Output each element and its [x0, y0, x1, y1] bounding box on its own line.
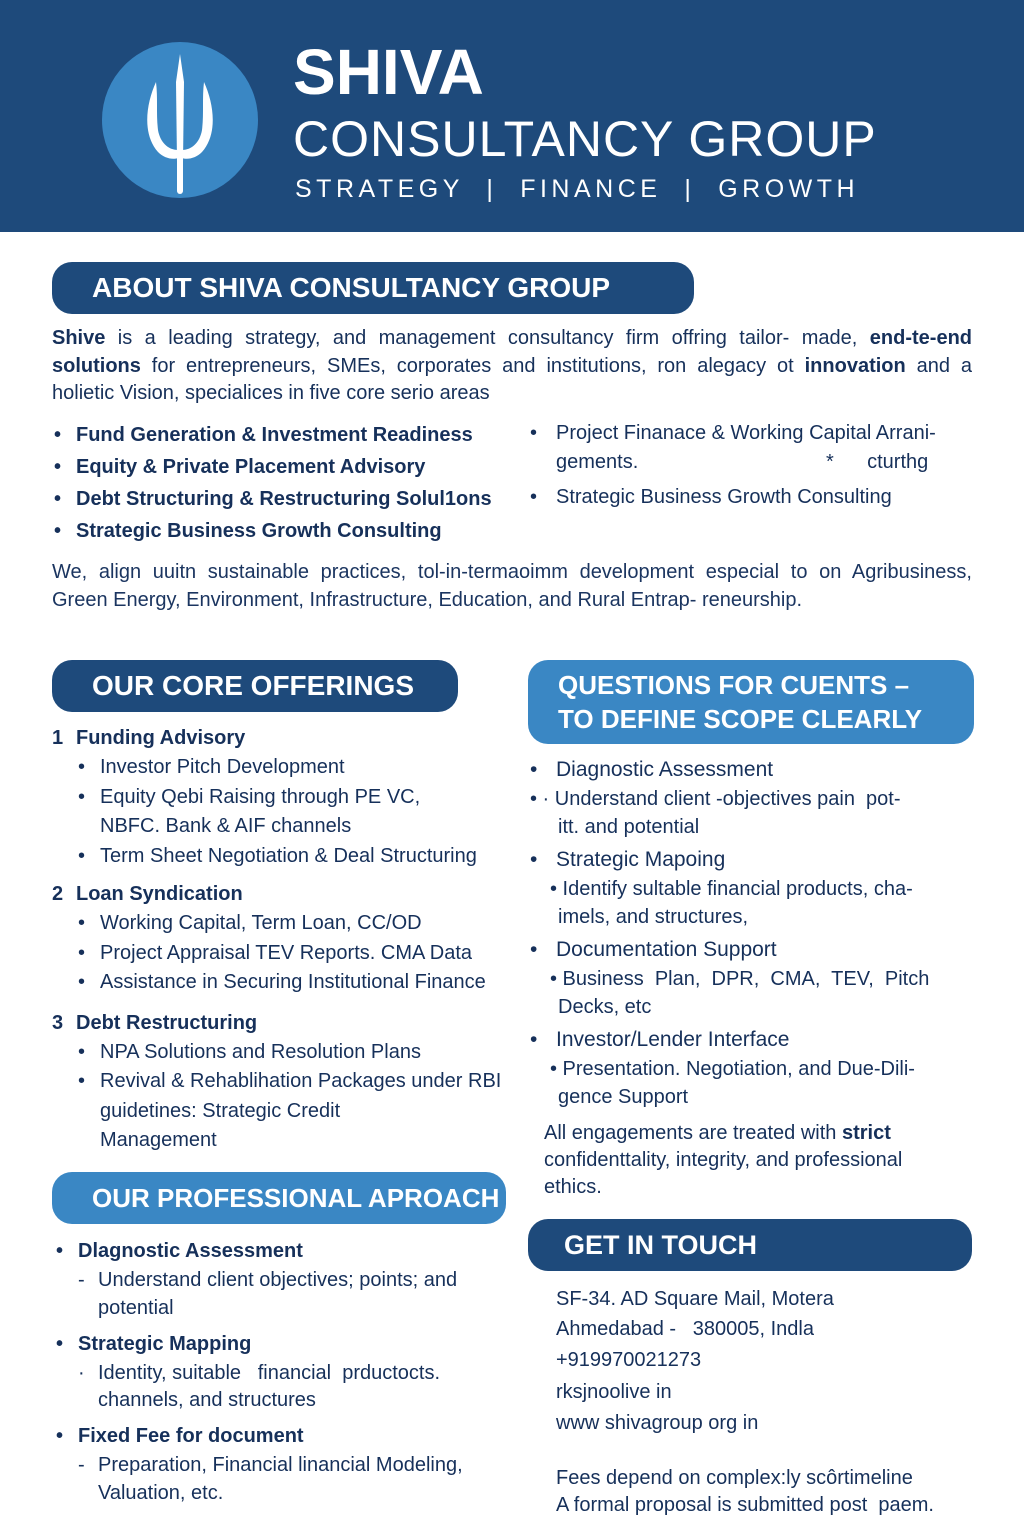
contact-heading [528, 1219, 972, 1271]
about-heading-text: ABOUT SHIVA CONSULTANCY GROUP [92, 272, 611, 303]
trishul-icon [102, 42, 258, 198]
service-item [528, 419, 968, 477]
address-line: Ahmedabad - 380005, Indla [556, 1317, 814, 1340]
question-desc [528, 1055, 974, 1083]
logo [102, 42, 258, 198]
services-list-left [52, 419, 522, 547]
service-item: • Strategic Business Growth Consulting [528, 483, 968, 512]
header-banner [0, 0, 1024, 232]
questions-list [528, 755, 974, 1111]
core-offerings-heading [52, 660, 458, 712]
offering-item: • Revival & Rehablihation Packages under RBI [78, 1070, 502, 1092]
service-item: • Strategic Business Growth Consulting [52, 515, 522, 547]
service-item-fragment: * cturthg [826, 451, 929, 473]
question-desc-text: Decks, etc [558, 996, 652, 1018]
intro-bold: end-te-end solutions [52, 327, 972, 377]
contact-details [556, 1285, 976, 1519]
offering-item-text: Revival & Rehablihation Packages under RBI [100, 1070, 502, 1092]
questions-heading-line2: TO DEFINE SCOPE CLEARLY [558, 704, 923, 734]
approach-item-title-text: Fixed Fee for document [78, 1425, 304, 1447]
offering-item-text: Equity Qebi Raising through PE VC, [100, 785, 421, 808]
offering-item-cont [52, 1097, 522, 1127]
contact-heading-text: GET IN TOUCH [564, 1229, 758, 1260]
offering-title: Debt Restructuring [76, 1011, 258, 1034]
offering-group-title [52, 1008, 522, 1038]
service-item: • Equity & Private Placement Advisory [52, 451, 522, 483]
approach-marker: - [78, 1454, 85, 1476]
question-desc-text: • Identify sultable financial products, cha- [550, 878, 913, 900]
offering-item-text: Project Appraisal TEV Reports. CMA Data [100, 941, 473, 964]
address-line: SF-34. AD Square Mail, Motera [556, 1288, 834, 1310]
offering-item-cont [52, 812, 522, 842]
about-intro [52, 325, 972, 408]
phone-link[interactable]: +919970021273 [556, 1349, 702, 1371]
fees-note: Fees depend on complex:ly scôrtimeline [556, 1466, 913, 1489]
intro-text: for entrepreneurs, SMEs, corporates and institutions, ron alegacy ot [140, 354, 805, 377]
question-desc [528, 903, 974, 931]
confidentiality-note [544, 1120, 964, 1201]
offering-item-text: Working Capital, Term Loan, CC/OD [100, 912, 422, 934]
service-item: • Fund Generation & Investment Readiness [52, 419, 522, 451]
offering-item-text: Management [100, 1129, 217, 1151]
question-title-text: Diagnostic Assessment [556, 758, 774, 781]
question-desc [528, 965, 974, 993]
website-link[interactable]: www shivagroup org in [556, 1412, 759, 1434]
approach-item-desc [52, 1451, 512, 1481]
question-desc [528, 875, 974, 903]
offering-title: Loan Syndication [76, 883, 243, 905]
question-desc-text: gence Support [558, 1086, 689, 1108]
offering-item-text: Investor Pitch Development [100, 756, 345, 778]
approach-item-desc [52, 1481, 512, 1506]
brand-name: SHIVA [293, 36, 484, 108]
intro-text: is a leading strategy, and management consultancy firm offring tailor- made, [105, 327, 870, 349]
intro-text: and a holietic Vision, specialices in five core serio areas [52, 354, 973, 404]
question-title-text: Documentation Support [556, 938, 777, 961]
offering-item: • Project Appraisal TEV Reports. CMA Data [78, 941, 473, 964]
confidentiality-text: confidenttality, integrity, and professional ethics. [544, 1149, 903, 1198]
approach-heading-text: OUR PROFESSIONAL APROACH [92, 1182, 500, 1213]
question-title-text: Investor/Lender Interface [556, 1028, 790, 1051]
offering-item-text: NBFC. Bank & AIF channels [100, 815, 352, 837]
offering-item: • Working Capital, Term Loan, CC/OD [78, 912, 422, 934]
brand-subtitle: CONSULTANCY GROUP [293, 111, 877, 167]
brand-tagline: STRATEGY | FINANCE | GROWTH [295, 175, 860, 203]
approach-marker: · [78, 1361, 85, 1384]
question-desc-text: imels, and structures, [558, 906, 749, 928]
offering-number: 1 [52, 727, 64, 749]
question-title: • Documentation Support [530, 938, 777, 961]
offering-group-title [52, 723, 522, 753]
service-item: • Debt Structuring & Restructuring Solul1ons [52, 483, 522, 515]
service-item-text: Project Finanace & Working Capital Arrani- gements. [556, 422, 936, 473]
question-desc [528, 1083, 974, 1111]
approach-desc-text: potential [98, 1296, 174, 1319]
approach-marker: - [78, 1269, 85, 1291]
offering-title: Funding Advisory [76, 727, 246, 749]
offering-item: • Equity Qebi Raising through PE VC, [78, 785, 421, 808]
email-link[interactable]: rksjnoolive in [556, 1380, 672, 1403]
proposal-note: A formal proposal is submitted post paem. [556, 1493, 934, 1516]
approach-list [52, 1236, 512, 1506]
approach-item-title-text: Dlagnostic Assessment [78, 1240, 303, 1262]
confidentiality-bold: strict [841, 1122, 891, 1144]
question-title: • Investor/Lender Interface [530, 1028, 790, 1051]
questions-heading-line1: QUESTIONS FOR CUENTS – [558, 670, 910, 700]
question-desc [528, 813, 974, 841]
question-desc [528, 993, 974, 1021]
question-title: • Diagnostic Assessment [530, 758, 774, 781]
approach-desc-text: Preparation, Financial linancial Modeling, [98, 1454, 463, 1476]
confidentiality-text: All engagements are treated with [544, 1122, 842, 1144]
offering-item-text: guidetines: Strategic Credit [100, 1099, 341, 1122]
approach-item-desc [52, 1388, 512, 1413]
approach-desc-text: Valuation, etc. [98, 1481, 224, 1504]
core-offerings-list [52, 723, 522, 1156]
intro-bold: innovation [804, 354, 906, 377]
offering-number: 3 [52, 1011, 64, 1034]
offering-item-text: Assistance in Securing Institutional Finance [100, 971, 486, 993]
offering-item: • NPA Solutions and Resolution Plans [78, 1040, 421, 1063]
sectors-paragraph: We, align uuitn sustainable practices, tol-in-termaoimm development especial to on Agribusiness, Green Energy, Environment, Infrastructure, Education, and Rural Entrap- reneurship. [52, 561, 972, 611]
approach-desc-text: Identity, suitable financial prductocts. [98, 1361, 441, 1384]
offering-item: • Term Sheet Negotiation & Deal Structuring [78, 844, 477, 867]
question-desc-text: • · Understand client -objectives pain pot- [530, 788, 901, 810]
core-offerings-heading-text: OUR CORE OFFERINGS [92, 670, 415, 701]
offering-item: • Assistance in Securing Institutional Finance [78, 971, 486, 993]
approach-heading [52, 1172, 506, 1224]
services-list-right [528, 419, 968, 512]
approach-item-title-text: Strategic Mapping [78, 1332, 252, 1355]
approach-desc-text: channels, and structures [98, 1389, 316, 1411]
approach-item-title: • Fixed Fee for document [56, 1425, 304, 1447]
questions-heading [528, 660, 974, 744]
intro-bold: Shive [52, 327, 106, 349]
question-desc-text: • Presentation. Negotiation, and Due-Dili- [550, 1058, 915, 1080]
question-desc-text: • Business Plan, DPR, CMA, TEV, Pitch [550, 968, 930, 990]
approach-item-desc [52, 1359, 512, 1389]
approach-item-desc [52, 1296, 512, 1321]
offering-number: 2 [52, 883, 64, 905]
approach-desc-text: Understand client objectives; points; and [98, 1269, 458, 1291]
question-desc [528, 785, 974, 813]
offering-item-cont [52, 1126, 522, 1156]
approach-item-title: • Dlagnostic Assessment [56, 1240, 303, 1262]
question-title: • Strategic Mapoing [530, 848, 726, 871]
approach-item-desc [52, 1266, 512, 1296]
offering-item-text: Term Sheet Negotiation & Deal Structuring [100, 844, 477, 867]
about-heading [52, 262, 694, 314]
question-title-text: Strategic Mapoing [556, 848, 726, 871]
offering-group-title [52, 879, 522, 909]
offering-item: • Investor Pitch Development [78, 756, 345, 778]
approach-item-title: • Strategic Mapping [56, 1332, 252, 1355]
offering-item-text: NPA Solutions and Resolution Plans [100, 1040, 421, 1063]
question-desc-text: itt. and potential [558, 816, 700, 838]
